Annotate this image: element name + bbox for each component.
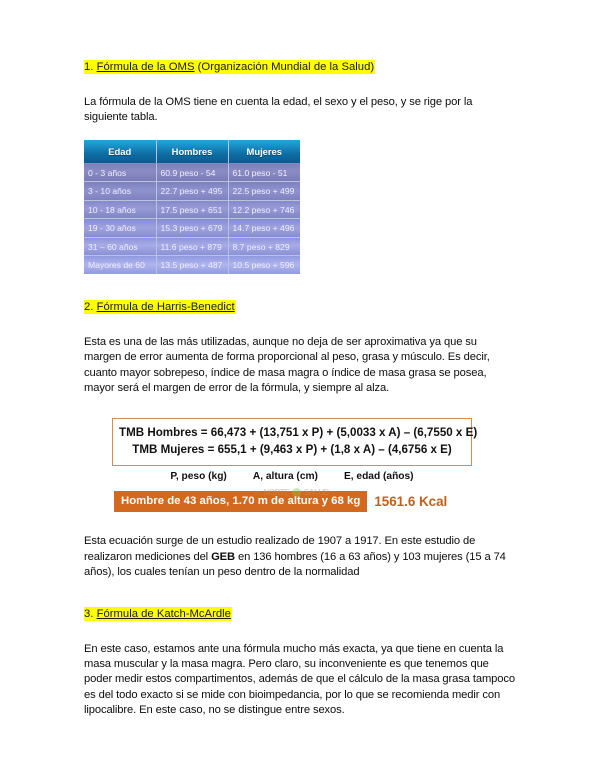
paragraph-katch-intro: En este caso, estamos ante una fórmula mucho más exacta, ya que tiene en cuenta la masa muscular y la masa magra. Pero claro, su inconveniente es que tenemos que poder medir estos compartimentos, además de que el cálculo de la masa grasa tampoco es del todo exacto si se mide con bioimpedancia, por lo que se recomienda medir con lipocalibre. En este caso, no se distingue entre sexos. xyxy=(84,642,515,717)
watermark-prefix: by xyxy=(255,489,261,496)
heading-harris-benedict xyxy=(84,300,518,315)
table-cell-mujeres: 12.2 peso + 746 xyxy=(228,200,300,219)
table-cell-hombres: 17.5 peso + 651 xyxy=(156,200,228,219)
heading-oms-title: Fórmula de la OMS xyxy=(96,61,195,73)
paragraph-harris-intro: Esta es una de las más utilizadas, aunque no deja de ser aproximativa ya que su margen de error aumenta de forma proporcional al peso, grasa y músculo. Es decir, cuanto mayor sobrepeso, índice de masa magra o índice de masa grasa se posea, mayor será el margen de error de la fórmula, y siempre al alza. xyxy=(84,335,490,395)
table-row xyxy=(84,219,300,238)
table-cell-hombres: 13.5 peso + 487 xyxy=(156,256,228,274)
watermark-word-salud: SALUD xyxy=(303,488,329,498)
heading-harris-number: 2. xyxy=(84,300,94,313)
table-cell-hombres: 22.7 peso + 495 xyxy=(156,182,228,201)
formula-box xyxy=(112,418,478,466)
table-cell-mujeres: 8.7 peso + 829 xyxy=(228,237,300,256)
heading-katch-number: 3. xyxy=(84,607,94,620)
heading-oms-number: 1. xyxy=(84,61,94,73)
watermark-word-norte: NORTE xyxy=(263,488,289,498)
heading-katch-title: Fórmula de Katch-McArdle xyxy=(96,607,231,620)
table-header-edad: Edad xyxy=(84,140,156,164)
example-calculation-row xyxy=(114,491,472,512)
table-row xyxy=(84,182,300,201)
table-header-mujeres: Mujeres xyxy=(228,140,300,164)
formula-section xyxy=(112,418,478,512)
heading-oms-rest: (Organización Mundial de la Salud) xyxy=(197,61,375,73)
formula-line-women: TMB Mujeres = 655,1 + (9,463 x P) + (1,8 x A) – (4,6756 x E) xyxy=(132,442,452,456)
table-cell-hombres: 15.3 peso + 679 xyxy=(156,219,228,238)
heading-katch-mcardle xyxy=(84,607,518,622)
table-row xyxy=(84,256,300,274)
table-header-row xyxy=(84,140,300,164)
paragraph-study xyxy=(84,534,518,580)
formula-line-men: TMB Hombres = 66,473 + (13,751 x P) + (5,0033 x A) – (6,7550 x E) xyxy=(119,426,478,440)
table-cell-hombres: 11.6 peso + 879 xyxy=(156,237,228,256)
table-cell-mujeres: 22.5 peso + 499 xyxy=(228,182,300,201)
table-cell-mujeres: 10.5 peso + 596 xyxy=(228,256,300,274)
legend-altura: A, altura (cm) xyxy=(252,471,318,483)
table-cell-edad: 31 – 60 años xyxy=(84,237,156,256)
example-result-kcal: 1561.6 Kcal xyxy=(374,494,448,510)
table-row xyxy=(84,237,300,256)
study-text-after: en 136 hombres (16 a 63 años) y 103 mujeres (15 a 74 años), los cuales tenían un peso dentro de la normalidad xyxy=(84,550,506,579)
table-cell-edad: 0 - 3 años xyxy=(84,163,156,182)
document-content xyxy=(84,60,518,719)
heading-harris-title: Fórmula de Harris-Benedict xyxy=(96,300,235,313)
oms-formula-table xyxy=(84,140,300,274)
table-cell-edad: 3 - 10 años xyxy=(84,182,156,201)
table-cell-edad: Mayores de 60 xyxy=(84,256,156,274)
formula-legend xyxy=(112,471,472,482)
study-term-geb: GEB xyxy=(211,550,235,563)
table-row xyxy=(84,200,300,219)
table-cell-mujeres: 61.0 peso - 51 xyxy=(228,163,300,182)
table-cell-edad: 19 - 30 años xyxy=(84,219,156,238)
table-row xyxy=(84,163,300,182)
example-subject-badge: Hombre de 43 años, 1.70 m de altura y 68 kg xyxy=(114,491,367,512)
legend-peso: P, peso (kg) xyxy=(170,471,227,483)
table-cell-hombres: 60.9 peso - 54 xyxy=(156,163,228,182)
table-cell-mujeres: 14.7 peso + 496 xyxy=(228,219,300,238)
paragraph-oms-intro: La fórmula de la OMS tiene en cuenta la edad, el sexo y el peso, y se rige por la siguiente tabla. xyxy=(84,96,473,124)
legend-edad: E, edad (años) xyxy=(343,471,414,483)
heading-oms xyxy=(84,60,518,75)
table-cell-edad: 10 - 18 años xyxy=(84,200,156,219)
table-header-hombres: Hombres xyxy=(156,140,228,164)
study-text-before: Esta ecuación surge de un estudio realizado de 1907 a 1917. En este estudio de realizaron mediciones del xyxy=(84,535,476,563)
